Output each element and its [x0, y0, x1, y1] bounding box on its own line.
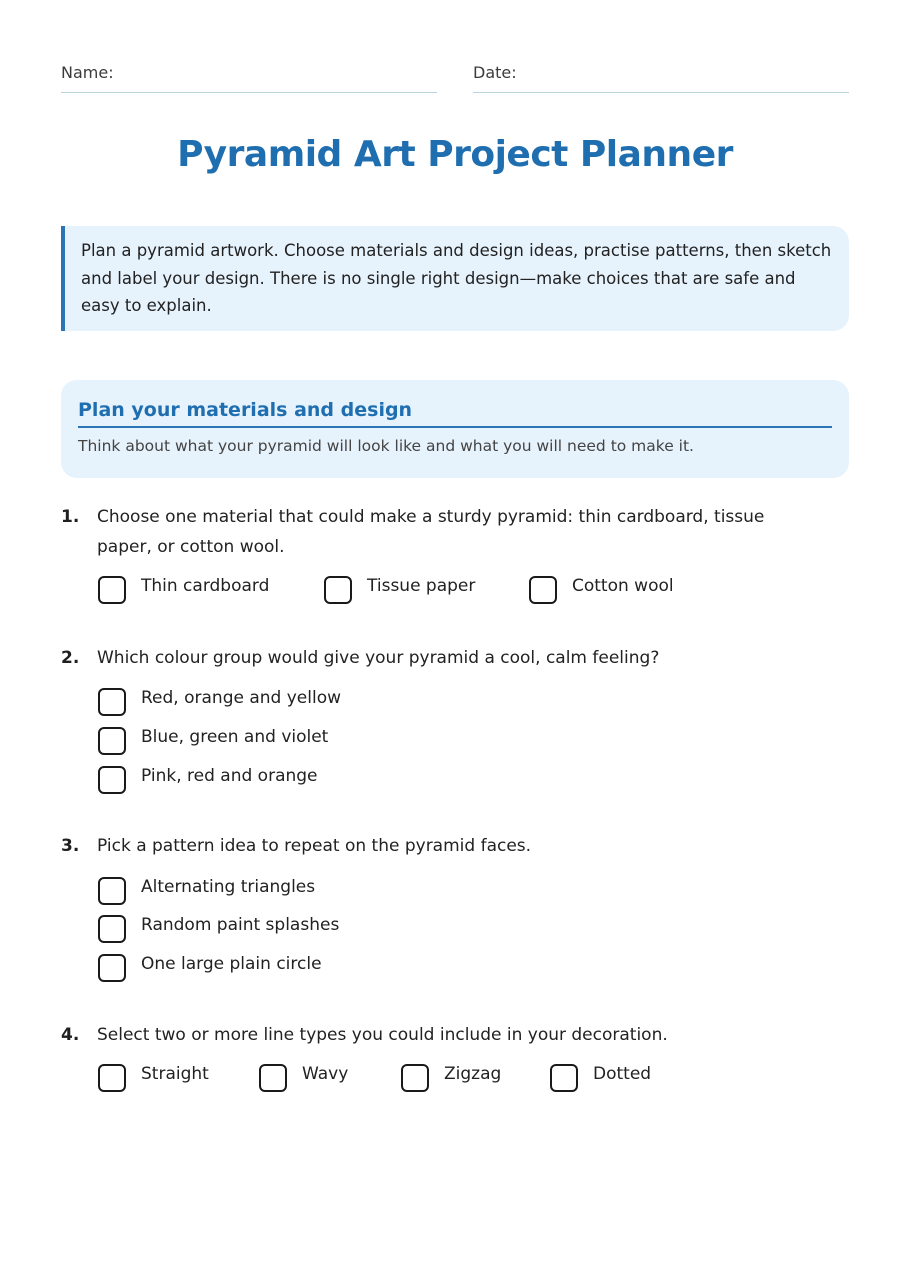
checkbox[interactable]: [98, 915, 126, 943]
question-text: Pick a pattern idea to repeat on the pyramid faces.: [97, 836, 532, 856]
question-text: Which colour group would give your pyramid a cool, calm feeling?: [97, 648, 660, 668]
option-label: Random paint splashes: [141, 915, 340, 935]
option-label: Red, orange and yellow: [141, 688, 341, 708]
intro-box: Plan a pyramid artwork. Choose materials and design ideas, practise patterns, then sketch and label your design. There is no single right design—make choices that are safe and easy to explain.: [61, 226, 849, 331]
checkbox[interactable]: [529, 576, 557, 604]
section-header-box: [61, 380, 849, 478]
option-label: Dotted: [593, 1064, 652, 1084]
question-text: Choose one material that could make a sturdy pyramid: thin cardboard, tissue paper, or cotton wool.: [97, 507, 765, 557]
question-text: Select two or more line types you could include in your decoration.: [97, 1025, 668, 1045]
option-label: Cotton wool: [572, 576, 674, 596]
checkbox[interactable]: [401, 1064, 429, 1092]
question-number: 1.: [61, 507, 80, 527]
name-label: Name:: [61, 63, 114, 82]
section-subtitle: Think about what your pyramid will look like and what you will need to make it.: [78, 437, 694, 455]
option-label: Alternating triangles: [141, 877, 316, 897]
checkbox[interactable]: [550, 1064, 578, 1092]
option-label: Zigzag: [444, 1064, 502, 1084]
name-date-row: [61, 62, 849, 92]
checkbox[interactable]: [98, 766, 126, 794]
checkbox[interactable]: [98, 727, 126, 755]
checkbox[interactable]: [98, 1064, 126, 1092]
option-label: Blue, green and violet: [141, 727, 329, 747]
question-number: 4.: [61, 1025, 80, 1045]
option-label: One large plain circle: [141, 954, 322, 974]
question-number: 3.: [61, 836, 80, 856]
option-label: Thin cardboard: [141, 576, 270, 596]
option-label: Straight: [141, 1064, 209, 1084]
section-title: Plan your materials and design: [78, 396, 832, 428]
date-label: Date:: [473, 63, 517, 82]
checkbox[interactable]: [98, 877, 126, 905]
checkbox[interactable]: [98, 576, 126, 604]
name-field[interactable]: [61, 62, 437, 93]
checkbox[interactable]: [98, 688, 126, 716]
page-title: Pyramid Art Project Planner: [177, 134, 733, 175]
question-number: 2.: [61, 648, 80, 668]
option-label: Pink, red and orange: [141, 766, 318, 786]
option-label: Tissue paper: [367, 576, 476, 596]
option-label: Wavy: [302, 1064, 349, 1084]
date-field[interactable]: [473, 62, 849, 93]
checkbox[interactable]: [98, 954, 126, 982]
checkbox[interactable]: [324, 576, 352, 604]
checkbox[interactable]: [259, 1064, 287, 1092]
